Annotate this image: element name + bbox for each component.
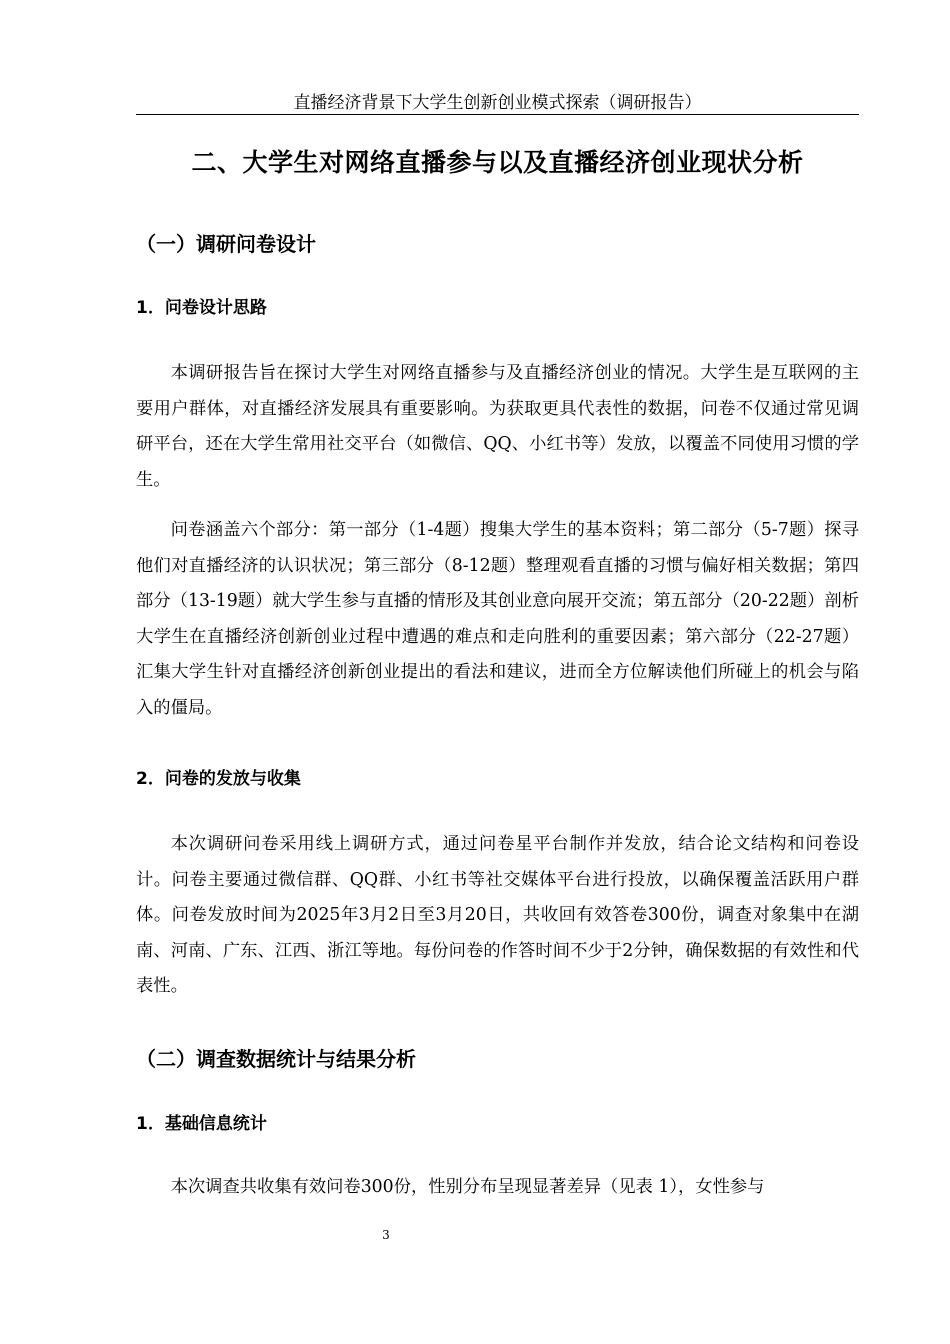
running-header: 直播经济背景下大学生创新创业模式探索（调研报告） [293, 93, 702, 113]
header-rule [136, 114, 859, 115]
paragraph-questionnaire-parts: 问卷涵盖六个部分：第一部分（1-4题）搜集大学生的基本资料；第二部分（5-7题）探寻他们对直播经济的认识状况；第三部分（8-12题）整理观看直播的习惯与偏好相关数据；第四部分（13-19题）就大学生参与直播的情形及其创业意向展开交流；第五部分（20-22题）剖析大学生在直播经济创新创业过程中遭遇的难点和走向胜利的重要因素；第六部分（22-27题）汇集大学生针对直播经济创新创业提出的看法和建议，进而全方位解读他们所碰上的机会与陷入的僵局。 [136, 520, 859, 718]
subsection-title-basic-info: 1．基础信息统计 [136, 1114, 267, 1134]
page-number: 3 [382, 1228, 390, 1242]
section-title-statistics: （二）调查数据统计与结果分析 [136, 1047, 416, 1071]
chapter-title: 二、大学生对网络直播参与以及直播经济创业现状分析 [191, 148, 804, 177]
paragraph-design-idea: 本调研报告旨在探讨大学生对网络直播参与及直播经济创业的情况。大学生是互联网的主要用户群体，对直播经济发展具有重要影响。为获取更具代表性的数据，问卷不仅通过常见调研平台，还在大学生常用社交平台（如微信、QQ、小红书等）发放，以覆盖不同使用习惯的学生。 [136, 363, 859, 490]
subsection-title-distribution: 2．问卷的发放与收集 [136, 769, 301, 789]
subsection-title-design-idea: 1．问卷设计思路 [136, 298, 267, 318]
section-title-survey-design: （一）调研问卷设计 [136, 232, 316, 256]
paragraph-distribution: 本次调研问卷采用线上调研方式，通过问卷星平台制作并发放，结合论文结构和问卷设计。问卷主要通过微信群、QQ群、小红书等社交媒体平台进行投放，以确保覆盖活跃用户群体。问卷发放时间为2025年3月2日至3月20日，共收回有效答卷300份，调查对象集中在湖南、河南、广东、江西、浙江等地。每份问卷的作答时间不少于2分钟，确保数据的有效性和代表性。 [136, 834, 859, 996]
paragraph-basic-info: 本次调查共收集有效问卷300份，性别分布呈现显著差异（见表 1），女性参与 [170, 1177, 765, 1197]
